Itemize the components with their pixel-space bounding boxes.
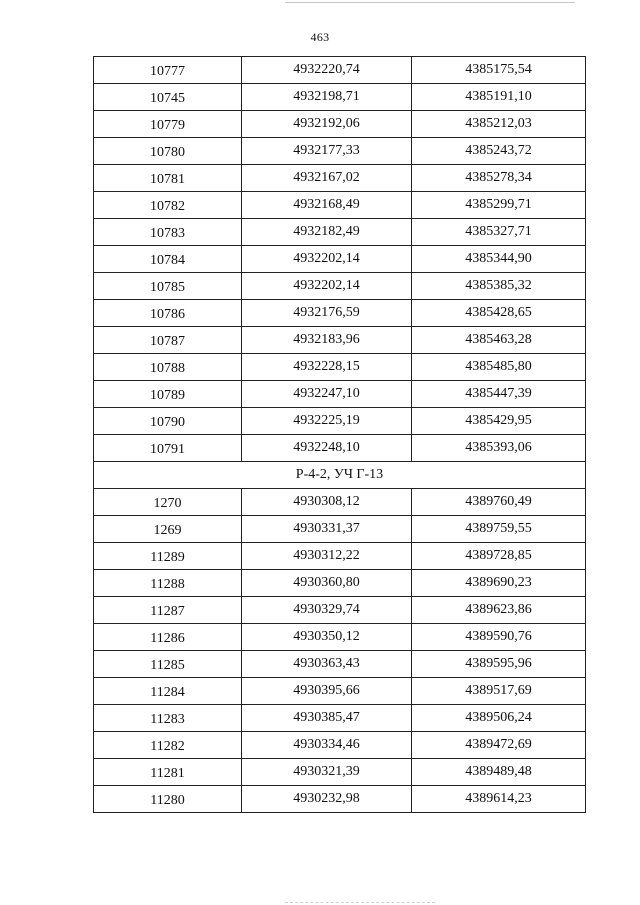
- coord-y: 4385393,06: [412, 435, 586, 462]
- point-id: 10790: [94, 408, 242, 435]
- table-row: [94, 381, 586, 408]
- table-row: [94, 219, 586, 246]
- coord-x: 4932167,02: [242, 165, 412, 192]
- point-id: 11284: [94, 678, 242, 705]
- point-id: 10785: [94, 273, 242, 300]
- point-id: 10783: [94, 219, 242, 246]
- point-id: 10745: [94, 84, 242, 111]
- coord-y: 4389595,96: [412, 651, 586, 678]
- coord-x: 4932248,10: [242, 435, 412, 462]
- coord-y: 4389728,85: [412, 543, 586, 570]
- coord-y: 4385327,71: [412, 219, 586, 246]
- coord-x: 4932228,15: [242, 354, 412, 381]
- point-id: 10784: [94, 246, 242, 273]
- point-id: 11287: [94, 597, 242, 624]
- coord-y: 4385278,34: [412, 165, 586, 192]
- coord-x: 4932177,33: [242, 138, 412, 165]
- coord-x: 4930331,37: [242, 516, 412, 543]
- point-id: 10781: [94, 165, 242, 192]
- coord-y: 4389472,69: [412, 732, 586, 759]
- coord-y: 4389623,86: [412, 597, 586, 624]
- table-row: [94, 651, 586, 678]
- coord-x: 4932192,06: [242, 111, 412, 138]
- table-row: [94, 246, 586, 273]
- coord-x: 4930360,80: [242, 570, 412, 597]
- coord-x: 4932182,49: [242, 219, 412, 246]
- point-id: 10777: [94, 57, 242, 84]
- coord-x: 4930312,22: [242, 543, 412, 570]
- coord-y: 4385191,10: [412, 84, 586, 111]
- table-row: [94, 192, 586, 219]
- scan-edge-top: [285, 2, 575, 3]
- point-id: 10791: [94, 435, 242, 462]
- coord-x: 4930329,74: [242, 597, 412, 624]
- point-id: 1269: [94, 516, 242, 543]
- coord-x: 4932225,19: [242, 408, 412, 435]
- coord-x: 4930321,39: [242, 759, 412, 786]
- coord-y: 4389759,55: [412, 516, 586, 543]
- point-id: 10782: [94, 192, 242, 219]
- section-header: Р-4-2, УЧ Г-13: [94, 462, 586, 489]
- coord-y: 4385299,71: [412, 192, 586, 219]
- coord-y: 4385463,28: [412, 327, 586, 354]
- table-row: [94, 489, 586, 516]
- table-row: [94, 165, 586, 192]
- point-id: 10788: [94, 354, 242, 381]
- coord-x: 4930232,98: [242, 786, 412, 813]
- coord-x: 4930385,47: [242, 705, 412, 732]
- table-row: [94, 408, 586, 435]
- point-id: 10789: [94, 381, 242, 408]
- table-row: [94, 57, 586, 84]
- table-row: [94, 732, 586, 759]
- point-id: 11281: [94, 759, 242, 786]
- table-row: [94, 273, 586, 300]
- coord-y: 4385447,39: [412, 381, 586, 408]
- point-id: 11285: [94, 651, 242, 678]
- point-id: 11289: [94, 543, 242, 570]
- coord-x: 4932220,74: [242, 57, 412, 84]
- point-id: 10780: [94, 138, 242, 165]
- coord-y: 4385385,32: [412, 273, 586, 300]
- point-id: 11283: [94, 705, 242, 732]
- coord-y: 4389517,69: [412, 678, 586, 705]
- coord-y: 4389489,48: [412, 759, 586, 786]
- coord-y: 4389690,23: [412, 570, 586, 597]
- table-row: [94, 759, 586, 786]
- coord-y: 4389506,24: [412, 705, 586, 732]
- coord-x: 4930308,12: [242, 489, 412, 516]
- coordinates-table: [93, 56, 586, 813]
- coord-x: 4932202,14: [242, 273, 412, 300]
- table-row: [94, 111, 586, 138]
- table-row: [94, 705, 586, 732]
- table-row: [94, 84, 586, 111]
- coord-y: 4389760,49: [412, 489, 586, 516]
- coord-y: 4385243,72: [412, 138, 586, 165]
- page-number: 463: [310, 30, 330, 44]
- coord-x: 4932176,59: [242, 300, 412, 327]
- table-row: [94, 597, 586, 624]
- section-header-row: [94, 462, 586, 489]
- coord-y: 4385428,65: [412, 300, 586, 327]
- coord-x: 4932183,96: [242, 327, 412, 354]
- coord-y: 4389590,76: [412, 624, 586, 651]
- coord-y: 4389614,23: [412, 786, 586, 813]
- table-row: [94, 138, 586, 165]
- point-id: 11282: [94, 732, 242, 759]
- table-row: [94, 678, 586, 705]
- coord-x: 4932202,14: [242, 246, 412, 273]
- table-row: [94, 624, 586, 651]
- coord-y: 4385429,95: [412, 408, 586, 435]
- table-row: [94, 543, 586, 570]
- coord-x: 4930350,12: [242, 624, 412, 651]
- point-id: 11288: [94, 570, 242, 597]
- coord-x: 4930363,43: [242, 651, 412, 678]
- point-id: 10786: [94, 300, 242, 327]
- scan-edge-bottom: [285, 902, 435, 903]
- table-row: [94, 435, 586, 462]
- coord-x: 4932168,49: [242, 192, 412, 219]
- point-id: 11286: [94, 624, 242, 651]
- point-id: 1270: [94, 489, 242, 516]
- table-row: [94, 354, 586, 381]
- table-row: [94, 516, 586, 543]
- table-row: [94, 786, 586, 813]
- coord-y: 4385175,54: [412, 57, 586, 84]
- coord-y: 4385485,80: [412, 354, 586, 381]
- coord-x: 4932198,71: [242, 84, 412, 111]
- coord-x: 4930395,66: [242, 678, 412, 705]
- table-row: [94, 327, 586, 354]
- coord-y: 4385344,90: [412, 246, 586, 273]
- coord-y: 4385212,03: [412, 111, 586, 138]
- point-id: 11280: [94, 786, 242, 813]
- coord-x: 4930334,46: [242, 732, 412, 759]
- table-row: [94, 570, 586, 597]
- point-id: 10787: [94, 327, 242, 354]
- point-id: 10779: [94, 111, 242, 138]
- coord-x: 4932247,10: [242, 381, 412, 408]
- table-row: [94, 300, 586, 327]
